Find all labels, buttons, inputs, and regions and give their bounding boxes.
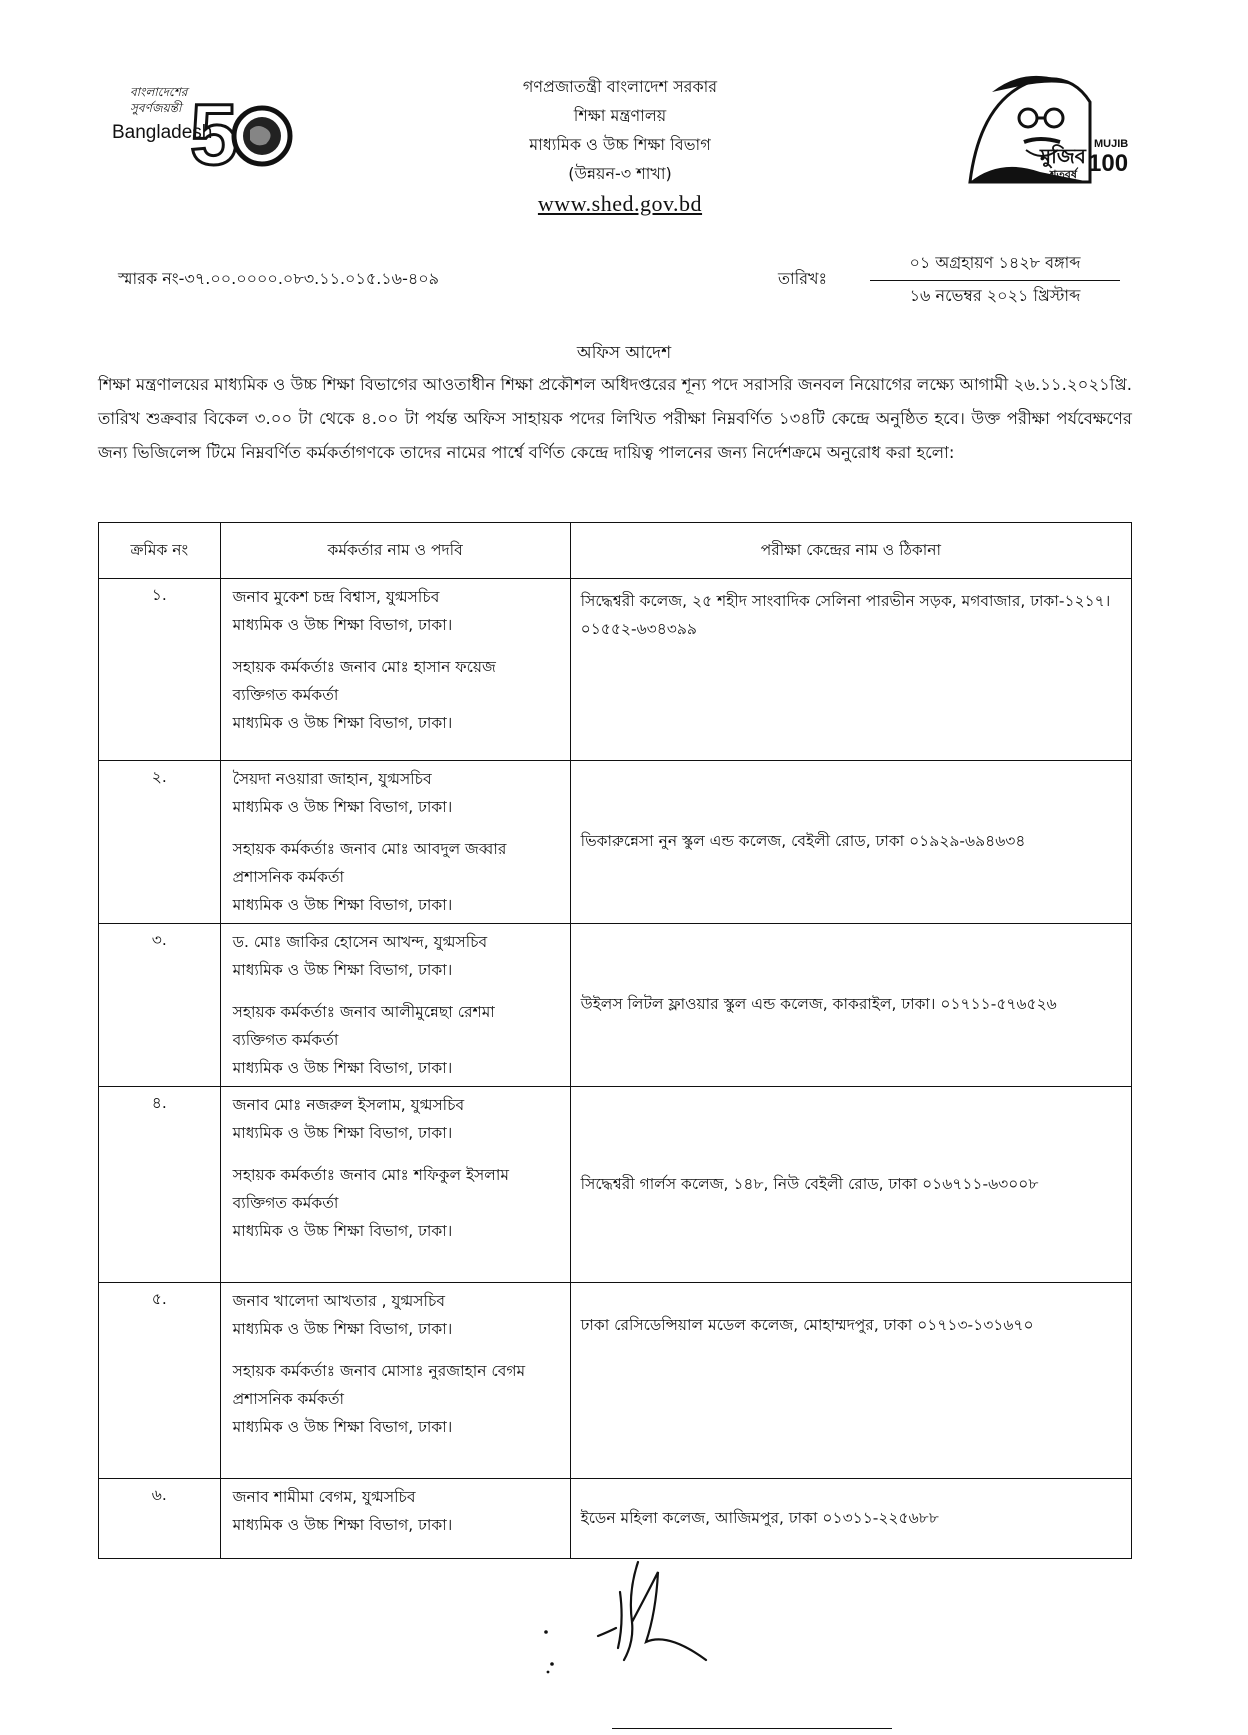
officer-name: সৈয়দা নওয়ারা জাহান, যুগ্মসচিব <box>232 770 432 788</box>
mujib-label: মুজিব <box>1040 144 1086 168</box>
letterhead <box>440 72 800 220</box>
assistant-name: সহায়ক কর্মকর্তাঃ জনাব মোঃ হাসান ফয়েজ <box>232 658 496 676</box>
officer-dept: মাধ্যমিক ও উচ্চ শিক্ষা বিভাগ, ঢাকা। <box>232 616 453 634</box>
golden-jubilee-logo <box>108 72 288 182</box>
center-cell <box>570 924 1131 1087</box>
mujib-english-label: MUJIB <box>1094 138 1129 150</box>
table-row <box>99 761 1132 924</box>
memo-number: স্মারক নং-৩৭.০০.০০০০.০৮৩.১১.০১৫.১৬-৪০৯ <box>118 269 440 288</box>
assistant-dept: মাধ্যমিক ও উচ্চ শিক্ষা বিভাগ, ঢাকা। <box>232 1222 453 1240</box>
assistant-title: ব্যক্তিগত কর্মকর্তা <box>232 1031 339 1049</box>
division-name: মাধ্যমিক ও উচ্চ শিক্ষা বিভাগ <box>529 135 711 154</box>
center-cell <box>570 579 1131 761</box>
officer-name: ড. মোঃ জাকির হোসেন আখন্দ, যুগ্মসচিব <box>232 933 488 951</box>
officer-dept: মাধ্যমিক ও উচ্চ শিক্ষা বিভাগ, ঢাকা। <box>232 1320 453 1338</box>
officer-dept: মাধ্যমিক ও উচ্চ শিক্ষা বিভাগ, ঢাকা। <box>232 1124 453 1142</box>
center-phone: ০১৫৫২-৬৩৪৩৯৯ <box>580 620 697 638</box>
website-link[interactable]: www.shed.gov.bd <box>537 191 703 216</box>
officer-name: জনাব মুকেশ চন্দ্র বিশ্বাস, যুগ্মসচিব <box>232 588 440 606</box>
center-address: সিদ্ধেশ্বরী কলেজ, ২৫ শহীদ সাংবাদিক সেলিনা পারভীন সড়ক, মগবাজার, ঢাকা-১২১৭। <box>580 592 1111 610</box>
header-officer: কর্মকর্তার নাম ও পদবি <box>220 523 570 579</box>
table-row <box>99 579 1132 761</box>
officer-dept: মাধ্যমিক ও উচ্চ শিক্ষা বিভাগ, ঢাকা। <box>232 1516 453 1534</box>
assistant-name: সহায়ক কর্মকর্তাঃ জনাব আলীমুন্নেছা রেশমা <box>232 1003 495 1021</box>
officer-dept: মাধ্যমিক ও উচ্চ শিক্ষা বিভাগ, ঢাকা। <box>232 798 453 816</box>
branch-name: (উন্নয়ন-৩ শাখা) <box>568 164 672 183</box>
officer-name: জনাব খালেদা আখতার , যুগ্মসচিব <box>232 1292 445 1310</box>
center-cell <box>570 761 1131 924</box>
officer-cell <box>220 924 570 1087</box>
table-row <box>99 1283 1132 1479</box>
officer-cell <box>220 579 570 761</box>
date-block <box>870 250 1120 311</box>
center-address: উইলস লিটল ফ্লাওয়ার স্কুল এন্ড কলেজ, কাকরাইল, ঢাকা। ০১৭১১-৫৭৬৫২৬ <box>580 995 1057 1013</box>
vigilance-table <box>98 522 1132 1559</box>
assistant-dept: মাধ্যমিক ও উচ্চ শিক্ষা বিভাগ, ঢাকা। <box>232 1418 453 1436</box>
officer-cell <box>220 761 570 924</box>
order-title: অফিস আদেশ <box>576 343 672 363</box>
serial-cell: ৩. <box>99 924 221 1087</box>
officer-cell <box>220 1087 570 1283</box>
center-address: ইডেন মহিলা কলেজ, আজিমপুর, ঢাকা ০১৩১১-২২৫৬৮৮ <box>580 1508 939 1527</box>
logo-country-text: Bangladesh <box>112 122 213 143</box>
assistant-title: ব্যক্তিগত কর্মকর্তা <box>232 686 339 704</box>
assistant-name: সহায়ক কর্মকর্তাঃ জনাব মোঃ শফিকুল ইসলাম <box>232 1166 509 1184</box>
hundred-label: 100 <box>1088 150 1129 177</box>
table-header-row <box>99 523 1132 579</box>
serial-cell: ২. <box>99 761 221 924</box>
date-english: ১৬ নভেম্বর ২০২১ খ্রিস্টাব্দ <box>909 286 1081 305</box>
officer-cell <box>220 1479 570 1559</box>
mujib-borsho-logo <box>950 62 1140 192</box>
center-cell <box>570 1087 1131 1283</box>
assistant-title: প্রশাসনিক কর্মকর্তা <box>232 868 344 886</box>
header-center: পরীক্ষা কেন্দ্রের নাম ও ঠিকানা <box>570 523 1131 579</box>
officer-name: জনাব শামীমা বেগম, যুগ্মসচিব <box>232 1488 416 1506</box>
serial-cell: ১. <box>99 579 221 761</box>
logo-five: 5 <box>190 87 238 182</box>
assistant-dept: মাধ্যমিক ও উচ্চ শিক্ষা বিভাগ, ঢাকা। <box>232 1059 453 1077</box>
serial-cell: ৫. <box>99 1283 221 1479</box>
center-cell <box>570 1283 1131 1479</box>
footer-rule <box>612 1728 892 1729</box>
ministry-name: শিক্ষা মন্ত্রণালয় <box>573 106 667 125</box>
officer-name: জনাব মোঃ নজরুল ইসলাম, যুগ্মসচিব <box>232 1096 465 1114</box>
header-serial: ক্রমিক নং <box>99 523 221 579</box>
assistant-title: ব্যক্তিগত কর্মকর্তা <box>232 1194 339 1212</box>
serial-cell: ৬. <box>99 1479 221 1559</box>
assistant-name: সহায়ক কর্মকর্তাঃ জনাব মোঃ আবদুল জব্বার <box>232 840 507 858</box>
table-row <box>99 1087 1132 1283</box>
center-address: সিদ্ধেশ্বরী গার্লস কলেজ, ১৪৮, নিউ বেইলী রোড, ঢাকা ০১৬৭১১-৬৩০০৮ <box>580 1174 1039 1193</box>
center-cell <box>570 1479 1131 1559</box>
logo-50-icon <box>184 72 294 182</box>
assistant-name: সহায়ক কর্মকর্তাঃ জনাব মোসাঃ নুরজাহান বেগম <box>232 1362 526 1380</box>
logo-jubilee-text: বাংলাদেশের সুবর্ণজয়ন্তী <box>130 85 188 115</box>
officer-cell <box>220 1283 570 1479</box>
order-body: শিক্ষা মন্ত্রণালয়ের মাধ্যমিক ও উচ্চ শিক্ষা বিভাগের আওতাধীন শিক্ষা প্রকৌশল অধিদপ্তরের শূন্য পদে সরাসরি জনবল নিয়োগের লক্ষ্যে আগামী ২৬.১১.২০২১খ্রি. তারিখ শুক্রবার বিকেল ৩.০০ টা থেকে ৪.০০ টা পর্যন্ত অফিস সাহায়ক পদের লিখিত পরীক্ষা নিম্নবর্ণিত ১৩৪টি কেন্দ্রে অনুষ্ঠিত হবে। উক্ত পরীক্ষা পর্যবেক্ষণের জন্য ভিজিলেন্স টিমে নিম্নবর্ণিত কর্মকর্তাগণকে তাদের নামের পার্শ্বে বর্ণিত কেন্দ্রে দায়িত্ব পালনের জন্য নির্দেশক্রমে অনুরোধ করা হলো: <box>98 375 1132 462</box>
table-row <box>99 1479 1132 1559</box>
mujib-sub-label: শতবর্ষ <box>1050 168 1077 181</box>
date-label: তারিখঃ <box>778 269 828 288</box>
government-name: গণপ্রজাতন্ত্রী বাংলাদেশ সরকার <box>522 77 718 96</box>
center-address: ভিকারুন্নেসা নুন স্কুল এন্ড কলেজ, বেইলী রোড, ঢাকা ০১৯২৯-৬৯৪৬৩৪ <box>580 832 1026 850</box>
date-bangla: ০১ অগ্রহায়ণ ১৪২৮ বঙ্গাব্দ <box>870 250 1120 281</box>
serial-cell: ৪. <box>99 1087 221 1283</box>
table-row <box>99 924 1132 1087</box>
assistant-title: প্রশাসনিক কর্মকর্তা <box>232 1390 344 1408</box>
officer-dept: মাধ্যমিক ও উচ্চ শিক্ষা বিভাগ, ঢাকা। <box>232 961 453 979</box>
assistant-dept: মাধ্যমিক ও উচ্চ শিক্ষা বিভাগ, ঢাকা। <box>232 714 453 732</box>
center-address: ঢাকা রেসিডেন্সিয়াল মডেল কলেজ, মোহাম্মদপুর, ঢাকা ০১৭১৩-১৩১৬৭০ <box>580 1316 1034 1334</box>
assistant-dept: মাধ্যমিক ও উচ্চ শিক্ষা বিভাগ, ঢাকা। <box>232 896 453 914</box>
signature-image <box>528 1552 718 1682</box>
